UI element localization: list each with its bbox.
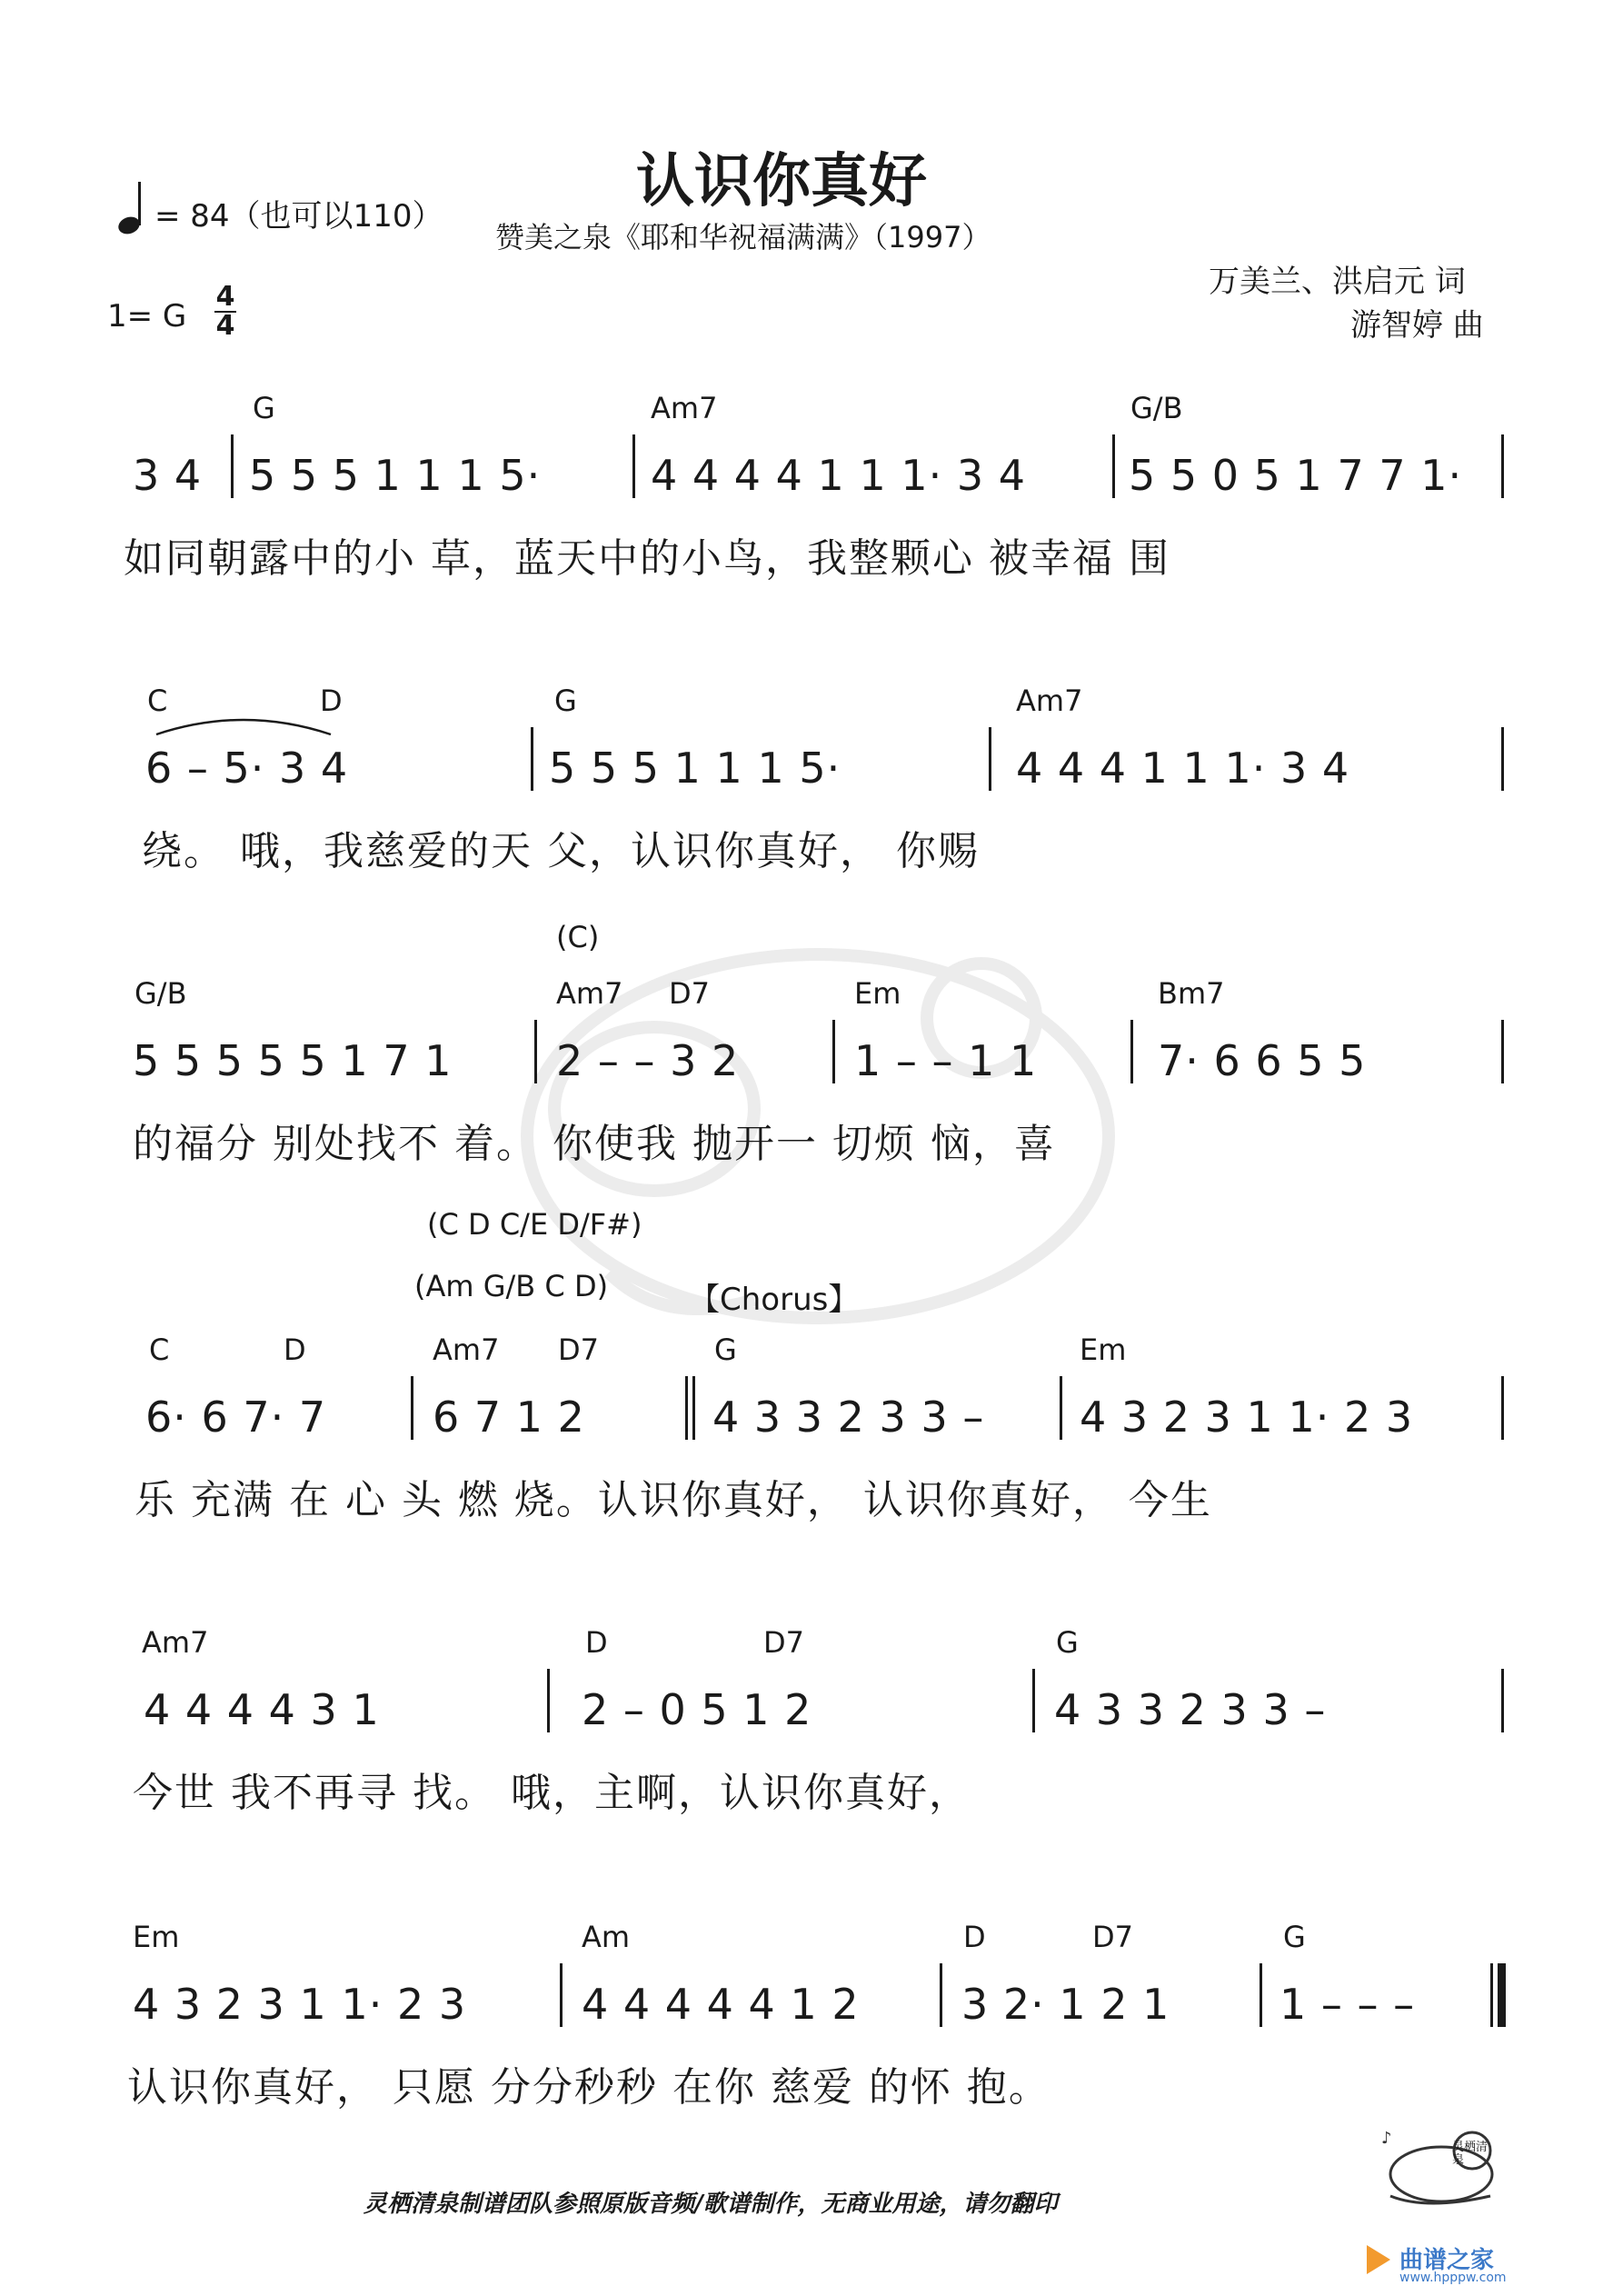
notes-measure: 2 – 0 5 1 2 [582, 1685, 812, 1734]
barline [534, 1020, 537, 1083]
chord: D [320, 684, 343, 718]
barline [1060, 1376, 1062, 1440]
notes-measure: 7· 6 6 5 5 [1158, 1036, 1367, 1085]
barline [832, 1020, 835, 1083]
barline [940, 1963, 942, 2027]
chord: G [554, 684, 577, 718]
barline [411, 1376, 413, 1440]
notes-measure: 6 7 1 2 [433, 1393, 585, 1442]
chord: Am7 [142, 1625, 209, 1660]
notes-measure: 3 2· 1 2 1 [961, 1980, 1170, 2029]
time-top: 4 [215, 281, 235, 313]
alt-chords-top: (C D C/E D/F#) [427, 1207, 642, 1242]
notes-measure: 4 3 3 2 3 3 – [1054, 1685, 1327, 1734]
time-signature [214, 281, 236, 342]
chord: G [714, 1333, 737, 1367]
chord: D [284, 1333, 306, 1367]
song-subtitle: 赞美之泉《耶和华祝福满满》（1997） [495, 220, 991, 255]
notes-measure: 4 4 4 4 4 1 2 [582, 1980, 860, 2029]
alt-chord: (C) [556, 920, 600, 954]
chord: G [253, 391, 275, 425]
time-bottom: 4 [215, 310, 235, 342]
stamp-logo [1372, 2123, 1508, 2211]
chord: Bm7 [1158, 976, 1225, 1011]
chord: Am7 [1016, 684, 1083, 718]
final-barline [1498, 1963, 1506, 2027]
notes-measure: 6· 6 7· 7 [145, 1393, 327, 1442]
barline [560, 1963, 563, 2027]
chord: G [1056, 1625, 1079, 1660]
notes-measure: 4 4 4 4 3 1 [144, 1685, 380, 1734]
chord: D [585, 1625, 608, 1660]
lyric-line: 乐 充满 在 心 头 燃 烧。认识你真好， 认识你真好， 今生 [134, 1477, 1212, 1523]
chord: D7 [763, 1625, 804, 1660]
barline [1130, 1020, 1133, 1083]
stamp-text: 灵栖清泉 [1452, 2141, 1489, 2167]
barline [1112, 434, 1115, 498]
svg-text:♪: ♪ [1381, 2129, 1392, 2148]
barline [231, 434, 234, 498]
notes-measure: 5 5 5 1 1 1 5· [249, 451, 542, 500]
barline [1501, 727, 1504, 791]
lyric-line: 的福分 别处找不 着。 你使我 抛开一 切烦 恼，喜 [133, 1121, 1056, 1167]
notes-measure: 4 4 4 1 1 1· 3 4 [1016, 744, 1350, 793]
barline [632, 434, 635, 498]
chord: C [149, 1333, 170, 1367]
barline [1501, 1020, 1504, 1083]
lyricist: 万美兰、洪启元 词 [1209, 264, 1466, 300]
chord: Am [582, 1920, 631, 1954]
lyric-line: 绕。 哦，我慈爱的天 父，认识你真好， 你赐 [142, 828, 980, 874]
composer: 游智婷 曲 [1350, 307, 1484, 344]
notes-measure: 4 3 3 2 3 3 – [712, 1393, 985, 1442]
chord: G [1283, 1920, 1306, 1954]
barline [989, 727, 991, 791]
chord: Em [133, 1920, 180, 1954]
double-barline [685, 1376, 688, 1440]
chord: G/B [134, 976, 187, 1011]
notes-measure: 4 3 2 3 1 1· 2 3 [1080, 1393, 1414, 1442]
lyric-line: 如同朝露中的小 草，蓝天中的小鸟，我整颗心 被幸福 围 [124, 535, 1170, 582]
tie-arc [153, 711, 334, 738]
barline [1501, 1669, 1504, 1732]
chord: Em [854, 976, 901, 1011]
chord: D7 [1092, 1920, 1133, 1954]
notes-measure: 4 4 4 4 1 1 1· 3 4 [651, 451, 1026, 500]
notes-measure: 5 5 5 5 5 1 7 1 [133, 1036, 453, 1085]
notes-measure: 1 – – 1 1 [854, 1036, 1038, 1085]
double-barline [692, 1376, 695, 1440]
chord: C [147, 684, 168, 718]
notes-measure: 6 – 5· 3 4 [145, 744, 349, 793]
final-barline [1490, 1963, 1493, 2027]
notes-measure: 1 – – – [1279, 1980, 1416, 2029]
notes-measure: 5 5 5 1 1 1 5· [549, 744, 841, 793]
footer-credit: 灵栖清泉制谱团队参照原版音频/歌谱制作，无商业用途，请勿翻印 [363, 2191, 1058, 2218]
barline [547, 1669, 550, 1732]
chorus-label: 【Chorus】 [689, 1282, 860, 1318]
barline [1501, 434, 1504, 498]
barline [1501, 1376, 1504, 1440]
barline [1260, 1963, 1262, 2027]
barline [531, 727, 533, 791]
chord: Am7 [433, 1333, 500, 1367]
notes-measure: 5 5 0 5 1 7 7 1· [1129, 451, 1463, 500]
chord: Am7 [556, 976, 623, 1011]
lyric-line: 今世 我不再寻 找。 哦，主啊，认识你真好， [133, 1770, 971, 1816]
notes-measure: 2 – – 3 2 [556, 1036, 740, 1085]
hpppw-logo-icon [1363, 2241, 1396, 2278]
lyric-line: 认识你真好， 只愿 分分秒秒 在你 慈爱 的怀 抱。 [127, 2064, 1050, 2111]
chord: Em [1080, 1333, 1127, 1367]
chord: D7 [669, 976, 710, 1011]
site-url[interactable]: www.hpppw.com [1399, 2271, 1507, 2285]
notes-measure: 4 3 2 3 1 1· 2 3 [133, 1980, 467, 2029]
chord: G/B [1130, 391, 1183, 425]
tempo-marking: = 84（也可以110） [154, 198, 443, 235]
chord: D7 [558, 1333, 599, 1367]
key-signature: 1= G [107, 298, 187, 334]
chord: Am7 [651, 391, 718, 425]
song-title: 认识你真好 [636, 148, 927, 215]
barline [1032, 1669, 1035, 1732]
alt-chords-bottom: (Am G/B C D) [414, 1269, 609, 1303]
quarter-note-icon [116, 178, 153, 236]
notes-measure: 3 4 [133, 451, 203, 500]
sheep-stamp-icon [1372, 2123, 1508, 2211]
site-logo-text: 曲谱之家 [1399, 2247, 1495, 2274]
chord: D [963, 1920, 986, 1954]
